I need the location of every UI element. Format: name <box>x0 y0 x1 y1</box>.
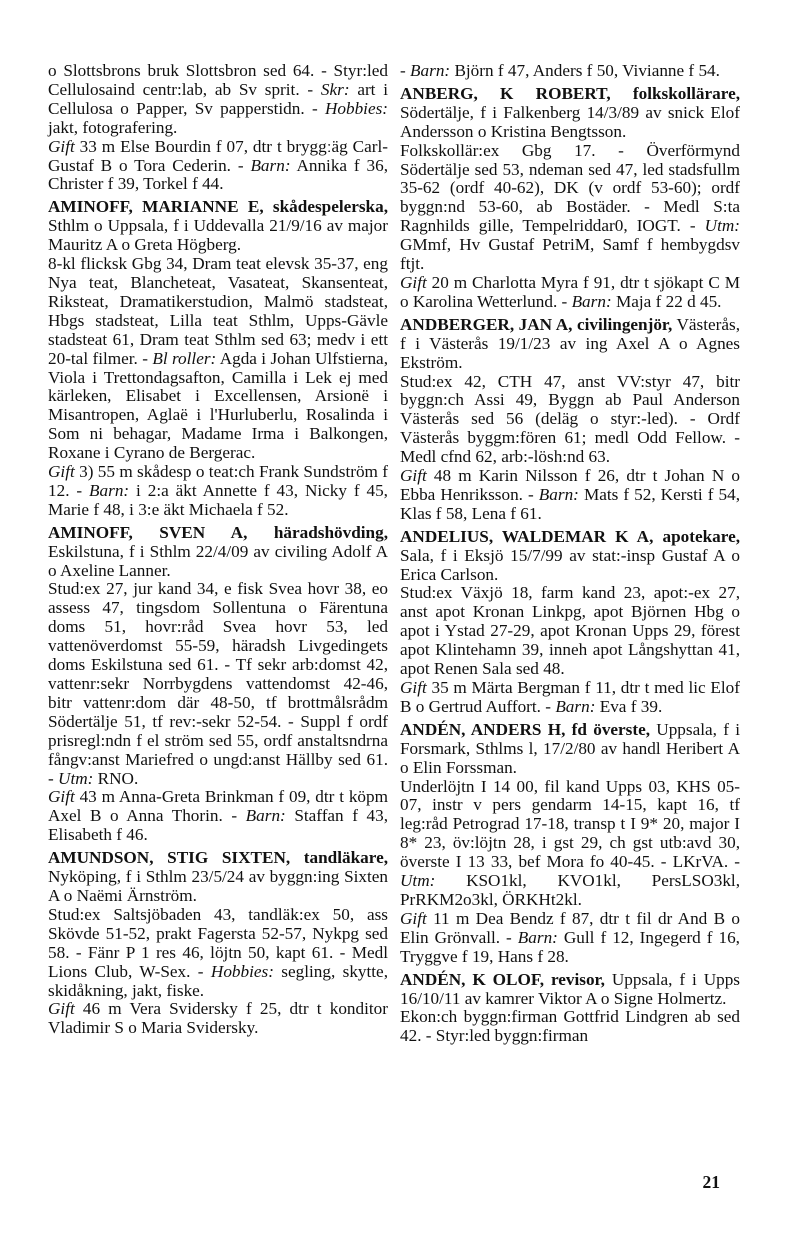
field-label: Barn: <box>89 480 130 500</box>
entry-paragraph <box>48 580 388 788</box>
entry-text: Agda i Johan Ulfstierna, Viola i Trettondagsafton, Camilla i Lek ej med kärleken, Elisabet i Excellensen, Arsionë i Misantropen, Aglaë i l'Hurluberlu, Rosalinda i Som ni behagar, Madame Irma i Balkongen, Roxane i Cyrano de Bergerac. <box>48 348 388 463</box>
entry-paragraph <box>400 142 740 274</box>
field-label: Gift <box>400 678 427 697</box>
entry-heading: AMUNDSON, STIG SIXTEN, tandläkare, <box>48 848 388 868</box>
entry-heading: ANDBERGER, JAN A, civilingenjör, <box>400 314 673 334</box>
entry-text: 20 m Charlotta Myra f 91, dtr t sjökapt C M o Karolina Wetterlund. - <box>400 272 740 311</box>
field-label: Gift <box>48 462 75 482</box>
entry-text: 43 m Anna-Greta Brinkman f 09, dtr t köpm Axel B o Anna Thorin. - <box>48 787 388 826</box>
biography-entry <box>400 62 740 81</box>
entry-text: 48 m Karin Nilsson f 26, dtr t Johan N o Ebba Henriksson. - <box>400 466 740 504</box>
entry-text: jakt, fotografering. <box>48 117 178 137</box>
entry-text: Södertälje, f i Falkenberg 14/3/89 av snick Elof Andersson o Kristina Bengtsson. <box>400 102 740 141</box>
field-label: Gift <box>400 908 427 928</box>
page-number: 21 <box>702 1172 720 1192</box>
entry-text: 33 m Else Bourdin f 07, dtr t bryggːäg Carl-Gustaf B o Tora Cederin. - <box>48 136 388 175</box>
biography-entry <box>400 85 740 312</box>
entry-paragraph <box>48 906 388 1001</box>
entry-text: Nyköping, f i Sthlm 23/5/24 av byggn:ing Sixten A o Naëmi Ärnström. <box>48 867 388 905</box>
biography-entry <box>400 721 740 967</box>
field-label: Gift <box>400 272 427 292</box>
entry-paragraph <box>400 971 740 1009</box>
entry-text: Ekon:ch byggn:firman Gottfrid Lindgren ab sed 42. - Styr:led byggn:firman <box>400 1007 740 1046</box>
right-column <box>400 62 740 1046</box>
entry-text: i 2:a äkt Annette f 43, Nicky f 45, Marie f 48, i 3:e äkt Michaela f 52. <box>48 480 388 519</box>
entry-text: 3) 55 m skådesp o teat:ch Frank Sundström f 12. - <box>48 462 388 500</box>
entry-text: GMmf, Hv Gustaf PetriM, Samf f hembygdsv ftjt. <box>400 235 740 274</box>
entry-paragraph <box>400 1008 740 1046</box>
entry-text: Stud:ex Saltsjöbaden 43, tandläk:ex 50, ass Skövde 51-52, prakt Fagersta 52-57, Nykpg sed 58. - Fänr P 1 res 46, löjtn 50, kapt 61. - Medl Lions Club, W-Sex. - <box>48 904 388 981</box>
entry-heading: ANBERG, K ROBERT, folkskollärare, <box>400 83 740 103</box>
entry-text: art i Cellulosa o Papper, Sv papperstidn. - <box>48 79 388 118</box>
left-column <box>48 62 388 1038</box>
field-label: Barn: <box>571 291 612 311</box>
entry-text: Stud:ex Växjö 18, farm kand 23, apot:-ex 27, anst apot Kronan Linkpg, apot Björnen Hbg o apot i Ystad 27-29, apot Kronan Upps 29, förest apot Klintehamn 39, inneh apot Långshyttan 41, apot Renen Sala sed 48. <box>400 583 740 679</box>
entry-paragraph <box>48 138 388 195</box>
entry-paragraph <box>400 85 740 142</box>
field-label: Skr: <box>320 79 350 99</box>
field-label: Gift <box>48 999 75 1019</box>
biography-entry <box>48 62 388 194</box>
entry-heading: ANDÉN, K OLOF, revisor, <box>400 969 605 989</box>
field-label: Barn: <box>538 484 579 504</box>
biography-entry <box>48 198 388 519</box>
entry-text: KSO1kl, KVO1kl, PersLSO3kl, PrRKM2o3kl, ÖRKHt2kl. <box>400 871 740 909</box>
entry-text: Sala, f i Eksjö 15/7/99 av stat:-insp Gustaf A o Erica Carlson. <box>400 545 740 584</box>
entry-text: 35 m Märta Bergman f 11, dtr t med lic Elof B o Gertrud Auffort. - <box>400 678 740 716</box>
entry-text: Eskilstuna, f i Sthlm 22/4/09 av civiling Adolf A o Axeline Lanner. <box>48 541 388 580</box>
field-label: Barn: <box>517 927 558 947</box>
entry-text: Stud:ex 27, jur kand 34, e fisk Svea hovr 38, eo assess 47, tingsdom Sollentuna o Färentuna doms 51, hovr:råd Svea hovr 53, led vattenöverdomst 55-59, häradsh Livgedingets doms Eskilstuna sed 61. - Tf sekr arb:domst 42, vattenr:sekr Norrbygdens vattendomst 42-46, bitr vattenr:dom där 48-50, tf brottmålsrådm Södertälje 51, tf rev:-sekr 52-54. - Suppl f ordf prisregl:ndn f el ström sed 55, ordf anstaltsndrna fångv:anst Mariefred o ungd:anst Hällby sed 61. - <box>48 579 388 788</box>
entry-paragraph <box>400 316 740 373</box>
entry-text: segling, skytte, skidåkning, jakt, fiske. <box>48 961 388 1000</box>
biography-entry <box>400 528 740 717</box>
biography-entry <box>48 849 388 1038</box>
field-label: Barn: <box>555 696 596 716</box>
entry-text: o Slottsbrons bruk Slottsbron sed 64. - Styr:led Cellulosaind centr:lab, ab Sv sprit. - <box>48 61 388 99</box>
entry-text: Eva f 39. <box>595 696 663 716</box>
entry-text: Annika f 36, Christer f 39, Torkel f 44. <box>48 155 388 194</box>
entry-heading: ANDELIUS, WALDEMAR K A, apotekare, <box>400 526 740 546</box>
entry-paragraph <box>400 274 740 312</box>
entry-paragraph <box>48 788 388 845</box>
entry-paragraph <box>400 679 740 717</box>
biography-entry <box>48 524 388 845</box>
entry-paragraph <box>48 524 388 581</box>
field-label: Hobbies: <box>210 961 274 981</box>
field-label: Gift <box>48 787 75 807</box>
field-label: Utm: <box>704 216 740 236</box>
field-label: Utm: <box>58 768 94 788</box>
field-label: Hobbies: <box>324 98 388 118</box>
entry-text: Västerås, f i Västerås 19/1/23 av ing Axel A o Agnes Ekström. <box>400 314 740 372</box>
entry-text: Uppsala, f i Forsmark, Sthlms l, 17/2/80 av handl Heribert A o Elin Forssman. <box>400 719 740 777</box>
entry-text: 11 m Dea Bendz f 87, dtr t fil dr And B o Elin Grönvall. - <box>400 908 740 947</box>
entry-paragraph <box>48 1000 388 1038</box>
field-label: Utm: <box>400 871 436 891</box>
field-label: Barn: <box>245 806 286 826</box>
entry-text: Staffan f 43, Elisabeth f 46. <box>48 806 388 845</box>
entry-paragraph <box>48 255 388 463</box>
entry-text: - <box>400 61 411 80</box>
biography-entry <box>400 971 740 1047</box>
entry-paragraph <box>48 463 388 520</box>
entry-text: RNO. <box>93 768 139 788</box>
entry-text: Folkskollär:ex Gbg 17. - Överförmynd Södertälje sed 53, ndeman sed 47, led stadsfullm 35-62 (ordf 40-62), DK (v ordf 53-60); ordf byggn:nd 53-60, ab Bostäder. - Medl S:ta Ragnhilds gille, Tempelriddar0, IOGT. - <box>400 140 740 236</box>
entry-paragraph <box>48 198 388 255</box>
field-label: Barn: <box>410 61 451 80</box>
entry-text: 46 m Vera Svidersky f 25, dtr t konditor Vladimir S o Maria Svidersky. <box>48 999 388 1038</box>
field-label: Gift <box>400 466 427 486</box>
entry-paragraph <box>400 62 740 81</box>
entry-heading: AMINOFF, SVEN A, häradshövding, <box>48 522 388 542</box>
entry-text: Sthlm o Uppsala, f i Uddevalla 21/9/16 av major Mauritz A o Greta Högberg. <box>48 216 388 255</box>
field-label: Bl roller: <box>152 348 217 368</box>
biography-entry <box>400 316 740 524</box>
entry-text: Mats f 52, Kersti f 54, Klas f 58, Lena f 61. <box>400 484 740 523</box>
entry-text: Underlöjtn I 14 00, fil kand Upps 03, KHS 05-07, instr v pers gendarm 14-15, kapt 16, tf leg:råd Petrograd 17-18, transp t I 9* 20, major I 8* 23, öv:löjtn 28, i gst 29, ch gst utb:avd 30, överste I 13 33, bef Mora fo 40-45. - LKrVA. - <box>400 776 740 872</box>
entry-paragraph <box>400 467 740 524</box>
entry-text: Stud:ex 42, CTH 47, anst VV:styr 47, bitr byggn:ch Assi 49, Byggn ab Paul Anderson Västerås sed 56 (deläg o styr:-led). - Ordf Västerås byggm:fören 61; medl Odd Fellow. - Medl cfnd 62, arb:-lösh:nd 63. <box>400 371 740 467</box>
entry-text: 8-kl flicksk Gbg 34, Dram teat elevsk 35-37, eng Nya teat, Blancheteat, Vasateat, Skansenteat, Riksteat, Dramatikerstudion, Malmö stadsteat, Hbgs stadsteat, Lilla teat Sthlm, Upps-Gävle stadsteat 61, Dram teat Sthlm sed 63; medv i ett 20-tal filmer. - <box>48 254 388 368</box>
entry-text: Maja f 22 d 45. <box>611 291 722 311</box>
entry-paragraph <box>48 849 388 906</box>
entry-paragraph <box>400 910 740 967</box>
entry-paragraph <box>400 528 740 585</box>
field-label: Barn: <box>250 155 291 175</box>
entry-text: Björn f 47, Anders f 50, Vivianne f 54. <box>450 61 720 80</box>
entry-heading: AMINOFF, MARIANNE E, skådespelerska, <box>48 197 388 217</box>
entry-paragraph <box>400 584 740 679</box>
entry-text: Uppsala, f i Upps 16/10/11 av kamrer Viktor A o Signe Holmertz. <box>400 969 740 1008</box>
entry-paragraph <box>400 373 740 468</box>
entry-paragraph <box>400 778 740 910</box>
entry-paragraph <box>48 62 388 138</box>
field-label: Gift <box>48 136 75 156</box>
entry-heading: ANDÉN, ANDERS H, fd överste, <box>400 719 651 739</box>
entry-paragraph <box>400 721 740 778</box>
entry-text: Gull f 12, Ingegerd f 16, Tryggve f 19, Hans f 28. <box>400 927 740 966</box>
